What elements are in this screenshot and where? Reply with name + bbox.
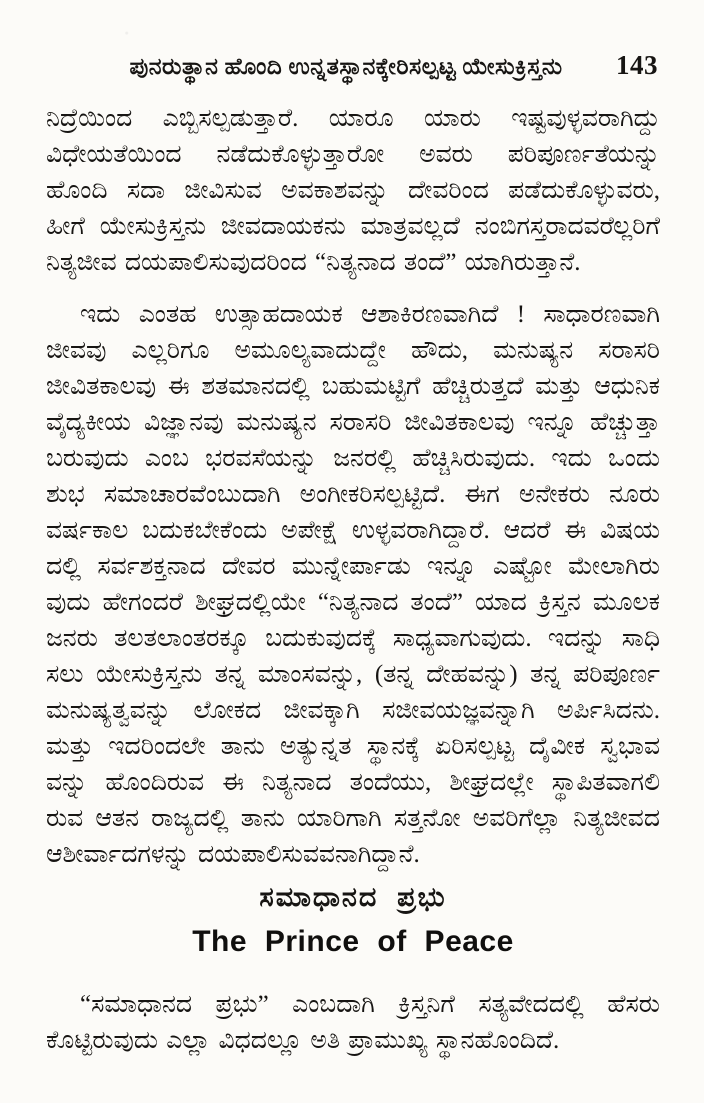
text-line: ಕೊಟ್ಟಿರುವುದು ಎಲ್ಲಾ ವಿಧದಲ್ಲೂ ಅತಿ ಪ್ರಾಮುಖ್ಯ ಸ್ಥಾನಹೊಂದಿದೆ.	[46, 1027, 560, 1054]
running-header-title: ಪುನರುತ್ಥಾನ ಹೊಂದಿ ಉನ್ನತಸ್ಥಾನಕ್ಕೇರಿಸಲ್ಪಟ್ಟ ಯೇಸುಕ್ರಿಸ್ತನು	[129, 54, 563, 79]
running-header	[46, 50, 660, 84]
text-line: ಶುಭ ಸಮಾಚಾರವೆಂಬುದಾಗಿ ಅಂಗೀಕರಿಸಲ್ಪಟ್ಟಿದೆ. ಈಗ ಅನೇಕರು ನೂರು	[46, 481, 660, 508]
text-line: ಮನುಷ್ಯತ್ವವನ್ನು ಲೋಕದ ಜೀವಕ್ಕಾಗಿ ಸಜೀವಯಜ್ಞವನ್ನಾಗಿ ಅರ್ಪಿಸಿದನು.	[46, 697, 660, 724]
text-line: ನಿದ್ರೆಯಿಂದ ಎಬ್ಬಿಸಲ್ಪಡುತ್ತಾರೆ. ಯಾರೂ ಯಾರು ಇಷ್ಟವುಳ್ಳವರಾಗಿದ್ದು	[46, 105, 660, 132]
section-heading-kannada: ಸಮಾಧಾನದ ಪ್ರಭು	[259, 882, 447, 912]
text-line: ಮತ್ತು ಇದರಿಂದಲೇ ತಾನು ಅತ್ಯುನ್ನತ ಸ್ಥಾನಕ್ಕೆ ಏರಿಸಲ್ಪಟ್ಟ ದೈವೀಕ ಸ್ವಭಾವ	[46, 733, 660, 760]
text-line: ಸಲು ಯೇಸುಕ್ರಿಸ್ತನು ತನ್ನ ಮಾಂಸವನ್ನು, (ತನ್ನ ದೇಹವನ್ನು) ತನ್ನ ಪರಿಪೂರ್ಣ	[46, 661, 660, 688]
text-line: ವನ್ನು ಹೊಂದಿರುವ ಈ ನಿತ್ಯನಾದ ತಂದೆಯು, ಶೀಘ್ರದಲ್ಲೇ ಸ್ಥಾಪಿತವಾಗಲಿ	[46, 769, 660, 796]
paragraph-2	[46, 297, 660, 873]
section-heading-english: The Prince of Peace	[192, 925, 514, 958]
paragraph-1	[46, 101, 660, 281]
page-number: 143	[616, 50, 658, 80]
text-line: ಹೀಗೆ ಯೇಸುಕ್ರಿಸ್ತನು ಜೀವದಾಯಕನು ಮಾತ್ರವಲ್ಲದೆ ನಂಬಿಗಸ್ತರಾದವರೆಲ್ಲರಿಗೆ	[46, 213, 660, 240]
text-line: ಜನರು ತಲತಲಾಂತರಕ್ಕೂ ಬದುಕುವುದಕ್ಕೆ ಸಾಧ್ಯವಾಗುವುದು. ಇದನ್ನು ಸಾಧಿ	[46, 625, 660, 652]
paragraph-3	[46, 987, 660, 1059]
text-line: ಬರುವುದು ಎಂಬ ಭರವಸೆಯನ್ನು ಜನರಲ್ಲಿ ಹೆಚ್ಚಿಸಿರುವುದು. ಇದು ಒಂದು	[46, 445, 660, 472]
text-line: ರುವ ಆತನ ರಾಜ್ಯದಲ್ಲಿ ತಾನು ಯಾರಿಗಾಗಿ ಸತ್ತನೋ ಅವರಿಗೆಲ್ಲಾ ನಿತ್ಯಜೀವದ	[46, 805, 660, 832]
text-line: ಜೀವವು ಎಲ್ಲರಿಗೂ ಅಮೂಲ್ಯವಾದುದ್ದೇ ಹೌದು, ಮನುಷ್ಯನ ಸರಾಸರಿ	[46, 337, 660, 364]
text-line: ಹೊಂದಿ ಸದಾ ಜೀವಿಸುವ ಅವಕಾಶವನ್ನು ದೇವರಿಂದ ಪಡೆದುಕೊಳ್ಳುವರು,	[46, 177, 660, 204]
text-line: ಜೀವಿತಕಾಲವು ಈ ಶತಮಾನದಲ್ಲಿ ಬಹುಮಟ್ಟಿಗೆ ಹೆಚ್ಚಿರುತ್ತದೆ ಮತ್ತು ಆಧುನಿಕ	[46, 373, 660, 400]
text-line: “ಸಮಾಧಾನದ ಪ್ರಭು” ಎಂಬದಾಗಿ ಕ್ರಿಸ್ತನಿಗೆ ಸತ್ಯವೇದದಲ್ಲಿ ಹೆಸರು	[80, 991, 660, 1018]
text-line: ವರ್ಷಕಾಲ ಬದುಕಬೇಕೆಂದು ಅಪೇಕ್ಷೆ ಉಳ್ಳವರಾಗಿದ್ದಾರೆ. ಆದರೆ ಈ ವಿಷಯ	[46, 517, 660, 544]
text-line: ದಲ್ಲಿ ಸರ್ವಶಕ್ತನಾದ ದೇವರ ಮುನ್ನೇರ್ಪಾಡು ಇನ್ನೂ ಎಷ್ಟೋ ಮೇಲಾಗಿರು	[46, 553, 660, 580]
text-line: ಆಶೀರ್ವಾದಗಳನ್ನು ದಯಪಾಲಿಸುವವನಾಗಿದ್ದಾನೆ.	[46, 841, 420, 868]
text-line: ಇದು ಎಂತಹ ಉತ್ಸಾಹದಾಯಕ ಆಶಾಕಿರಣವಾಗಿದೆ ! ಸಾಧಾರಣವಾಗಿ	[80, 301, 660, 328]
text-line: ನಿತ್ಯಜೀವ ದಯಪಾಲಿಸುವುದರಿಂದ “ನಿತ್ಯನಾದ ತಂದೆ” ಯಾಗಿರುತ್ತಾನೆ.	[46, 249, 581, 276]
text-line: ವೈದ್ಯಕೀಯ ವಿಜ್ಞಾನವು ಮನುಷ್ಯನ ಸರಾಸರಿ ಜೀವಿತಕಾಲವು ಇನ್ನೂ ಹೆಚ್ಚುತ್ತಾ	[46, 409, 660, 436]
text-line: ವುದು ಹೇಗಂದರೆ ಶೀಘ್ರದಲ್ಲಿಯೇ “ನಿತ್ಯನಾದ ತಂದೆ” ಯಾದ ಕ್ರಿಸ್ತನ ಮೂಲಕ	[46, 589, 660, 616]
text-line: ವಿಧೇಯತೆಯಿಂದ ನಡೆದುಕೊಳ್ಳುತ್ತಾರೋ ಅವರು ಪರಿಪೂರ್ಣತೆಯನ್ನು	[46, 141, 660, 168]
